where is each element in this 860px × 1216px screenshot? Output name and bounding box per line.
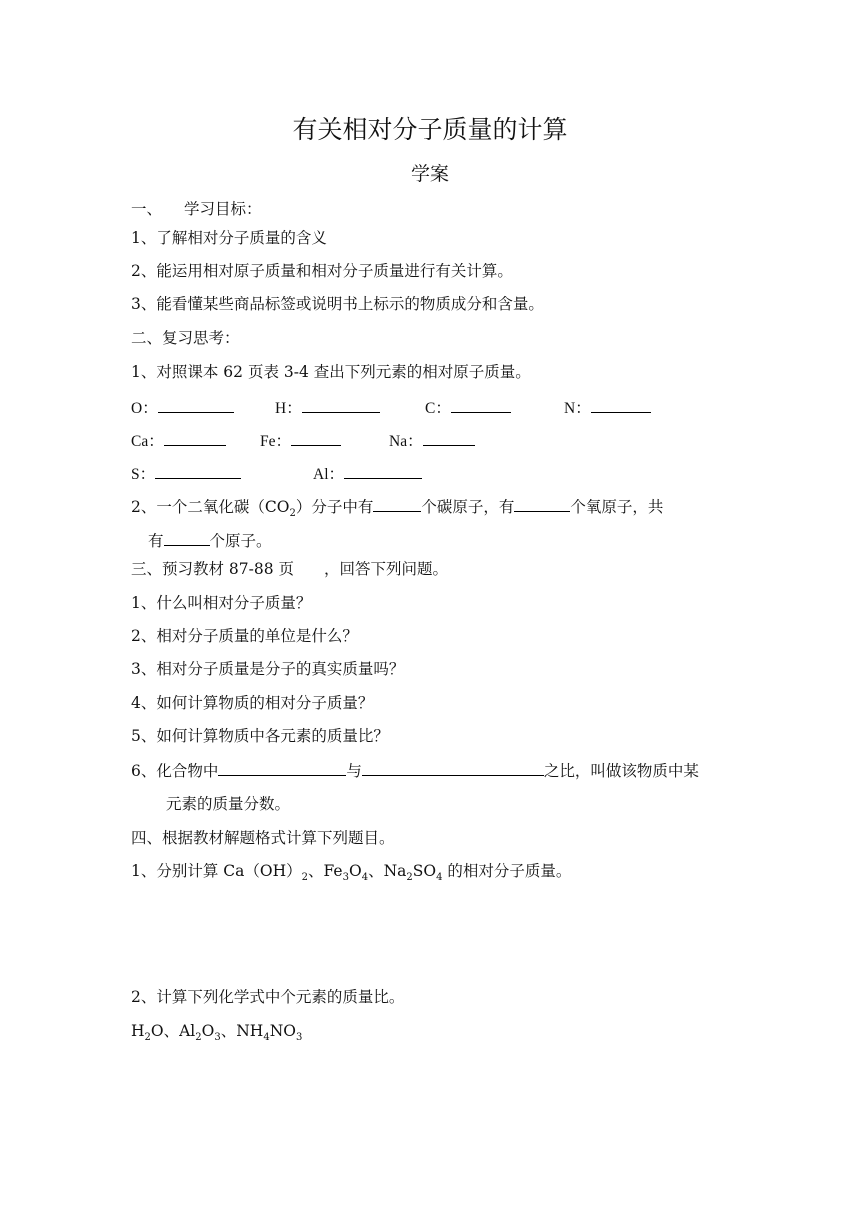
formula-subscript: 3	[295, 1032, 303, 1044]
q2-text: 2、一个二氧化碳（CO	[131, 498, 290, 516]
formula-text: 、NH	[220, 1022, 264, 1040]
element-ca-row	[131, 429, 226, 451]
review-question-1: 1、对照课本 62 页表 3-4 查出下列元素的相对原子质量。	[131, 363, 531, 381]
element-na-label: Na：	[389, 433, 423, 450]
element-al-row	[313, 462, 422, 484]
formula-subscript: 2	[144, 1032, 151, 1044]
formula-text: O、Al	[150, 1022, 196, 1040]
element-na-blank[interactable]	[423, 430, 475, 446]
q2-text: 有	[148, 532, 164, 550]
formula-subscript: 2	[195, 1032, 202, 1044]
section-1-number: 一、	[131, 200, 163, 218]
element-h-label: H：	[275, 400, 302, 417]
objective-item: 3、能看懂某些商品标签或说明书上标示的物质成分和含量。	[131, 295, 544, 313]
q2-text: ）分子中有	[295, 498, 374, 516]
calc-text: 、Fe	[308, 862, 343, 880]
element-al-label: Al：	[313, 466, 345, 483]
section-1-label: 学习目标：	[184, 200, 262, 218]
formula-subscript: 4	[263, 1032, 270, 1044]
review-question-2	[131, 495, 663, 519]
objective-item: 2、能运用相对原子质量和相对分子质量进行有关计算。	[131, 262, 513, 280]
element-c-blank[interactable]	[451, 397, 511, 413]
element-s-row	[131, 462, 241, 484]
calc-subscript: 2	[301, 872, 308, 884]
calc-text: O	[348, 862, 362, 880]
oxygen-count-blank[interactable]	[514, 496, 570, 512]
document-title: 有关相对分子质量的计算	[292, 115, 568, 144]
preview-question: 1、什么叫相对分子质量？	[131, 594, 312, 612]
element-fe-label: Fe：	[260, 433, 292, 450]
section-3-heading	[131, 557, 448, 579]
preview-question-6-cont: 元素的质量分数。	[166, 795, 291, 813]
q6-text: 6、化合物中	[131, 762, 219, 780]
preview-question: 3、相对分子质量是分子的真实质量吗？	[131, 660, 405, 678]
section-1-heading	[131, 197, 262, 219]
element-c-label: C：	[425, 400, 451, 417]
preview-question: 2、相对分子质量的单位是什么？	[131, 627, 358, 645]
compound-blank-2[interactable]	[362, 760, 544, 776]
document-subtitle: 学案	[410, 163, 449, 185]
atom-count-blank[interactable]	[164, 530, 210, 546]
preview-question-6	[131, 759, 699, 781]
q2-text: 个氧原子，共	[570, 498, 664, 516]
section-3-text: 三、预习教材 87-88 页	[131, 560, 295, 578]
formula-subscript: 3	[214, 1032, 221, 1044]
q2-text: 个碳原子，有	[421, 498, 515, 516]
carbon-count-blank[interactable]	[373, 496, 421, 512]
section-2-heading: 二、复习思考：	[131, 329, 240, 347]
calc-question-1	[131, 859, 571, 883]
element-h-blank[interactable]	[302, 397, 380, 413]
element-h-row	[275, 396, 380, 418]
element-n-label: N：	[564, 400, 591, 417]
element-c-row	[425, 396, 511, 418]
formula-text: O	[201, 1022, 215, 1040]
calc-text: 1、分别计算 Ca（OH）	[131, 862, 302, 880]
element-fe-blank[interactable]	[291, 430, 341, 446]
q6-text: 之比，叫做该物质中某	[543, 762, 699, 780]
formula-list	[131, 1019, 302, 1043]
element-o-blank[interactable]	[158, 397, 234, 413]
element-na-row	[389, 429, 475, 451]
element-ca-label: Ca：	[131, 433, 164, 450]
section-3-text: ，回答下列问题。	[324, 560, 449, 578]
calc-text: 的相对分子质量。	[442, 862, 572, 880]
section-4-heading: 四、根据教材解题格式计算下列题目。	[131, 829, 395, 847]
calc-text: 、Na	[368, 862, 407, 880]
calc-subscript: 4	[436, 872, 443, 884]
calc-question-2: 2、计算下列化学式中个元素的质量比。	[131, 988, 405, 1006]
formula-text: H	[131, 1022, 145, 1040]
review-question-2-cont	[148, 529, 272, 551]
objective-item: 1、了解相对分子质量的含义	[131, 229, 327, 247]
formula-text: NO	[269, 1022, 296, 1040]
element-n-row	[564, 396, 651, 418]
calc-subscript: 3	[342, 872, 349, 884]
preview-question: 4、如何计算物质的相对分子质量？	[131, 694, 374, 712]
preview-question: 5、如何计算物质中各元素的质量比？	[131, 727, 389, 745]
q2-subscript: 2	[289, 508, 296, 520]
calc-text: SO	[412, 862, 437, 880]
element-fe-row	[260, 429, 341, 451]
q6-text: 与	[346, 762, 362, 780]
element-n-blank[interactable]	[591, 397, 651, 413]
element-o-row	[131, 396, 234, 418]
element-s-label: S：	[131, 466, 156, 483]
element-al-blank[interactable]	[344, 463, 422, 479]
q2-text: 个原子。	[209, 532, 272, 550]
element-o-label: O：	[131, 400, 158, 417]
calc-subscript: 4	[361, 872, 369, 884]
compound-blank-1[interactable]	[218, 760, 346, 776]
element-ca-blank[interactable]	[164, 430, 226, 446]
calc-subscript: 2	[406, 872, 413, 884]
element-s-blank[interactable]	[155, 463, 241, 479]
